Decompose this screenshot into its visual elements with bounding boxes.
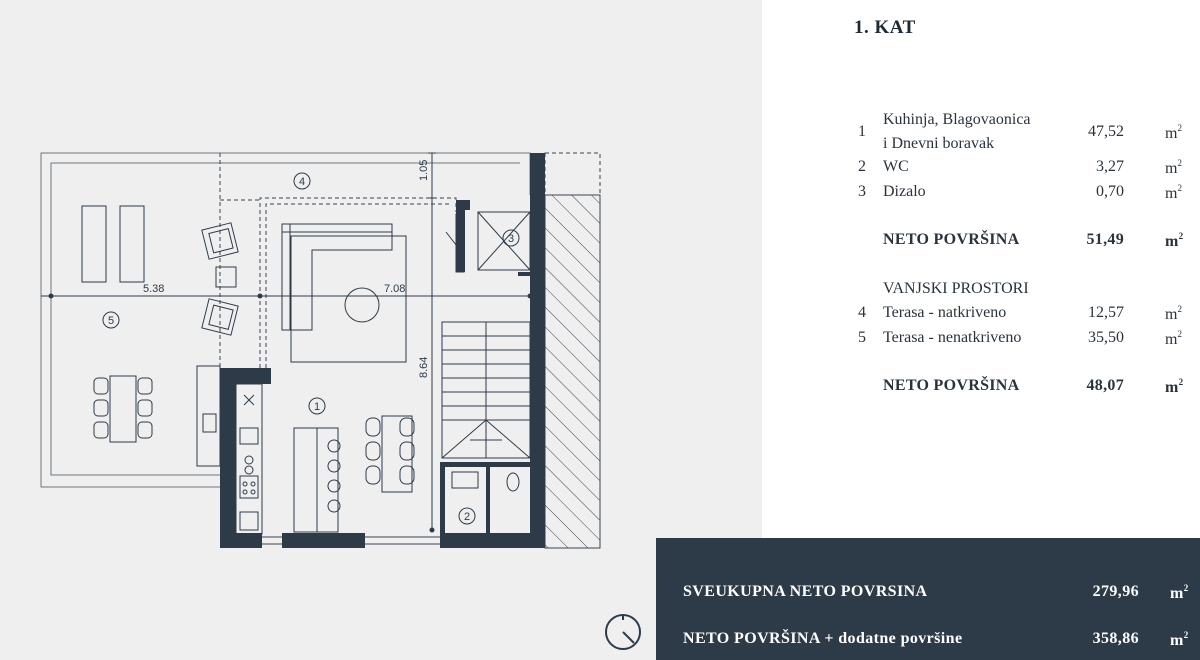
room-number: 1	[858, 123, 866, 140]
room-name-line: i Dnevni boravak	[883, 135, 995, 152]
room-area: 35,50	[1088, 329, 1124, 346]
area-unit: $m^2$	[1165, 231, 1184, 250]
dimension-label-2: 5.38	[143, 283, 165, 295]
compass-icon	[603, 612, 643, 652]
room-name: Terasa - nenatkriveno	[883, 329, 1022, 346]
room-marker-3: 3	[507, 233, 515, 245]
floor-title: 1. KAT	[854, 17, 916, 38]
room-name	[883, 108, 1031, 156]
area-unit: $m^2$	[1165, 183, 1182, 202]
room-name: Dizalo	[883, 183, 926, 200]
room-number: 3	[858, 183, 866, 200]
area-unit: $m^2$	[1165, 304, 1182, 323]
total-label: NETO POVRŠINA	[883, 231, 1020, 248]
dimension-labels	[143, 160, 430, 378]
room-area: 3,27	[1096, 158, 1124, 175]
outdoor-furniture	[82, 206, 238, 442]
summary-box	[656, 538, 1200, 660]
room-number: 4	[858, 304, 866, 321]
total-area: 48,07	[1086, 377, 1124, 394]
summary-area: 358,86	[1092, 630, 1139, 647]
summary-label: SVEUKUPNA NETO POVRSINA	[683, 583, 928, 600]
dining-table	[366, 416, 414, 492]
hatched-strip	[545, 195, 600, 548]
room-number: 5	[858, 329, 866, 346]
area-info-panel	[762, 0, 1200, 540]
summary-label: NETO POVRŠINA + dodatne površine	[683, 630, 963, 647]
room-name: WC	[883, 158, 909, 175]
area-unit: $m^2$	[1165, 329, 1182, 348]
area-unit: $m^2$	[1170, 583, 1189, 602]
room-marker-5: 5	[107, 315, 115, 327]
area-unit: $m^2$	[1165, 123, 1182, 142]
room-area: 0,70	[1096, 183, 1124, 200]
area-unit: $m^2$	[1165, 377, 1184, 396]
living-area	[282, 214, 464, 362]
kitchen	[197, 366, 340, 534]
room-marker-4: 4	[298, 176, 306, 188]
summary-area: 279,96	[1092, 583, 1139, 600]
room-marker-1: 1	[313, 401, 321, 413]
room-marker-2: 2	[463, 511, 471, 523]
dimension-label-3: 7.08	[384, 283, 406, 295]
room-name-line: Kuhinja, Blagovaonica	[883, 111, 1031, 128]
room-area: 12,57	[1088, 304, 1124, 321]
area-unit: $m^2$	[1170, 630, 1189, 649]
room-name: Terasa - natkriveno	[883, 304, 1007, 321]
wc-fixtures	[452, 472, 519, 491]
dimension-label-4: 8.64	[418, 356, 430, 378]
room-area: 47,52	[1088, 123, 1124, 140]
total-area: 51,49	[1086, 231, 1124, 248]
outdoor-heading: VANJSKI PROSTORI	[883, 280, 1029, 297]
total-label: NETO POVRŠINA	[883, 377, 1020, 394]
dimension-label-1: 1.05	[418, 159, 430, 181]
area-unit: $m^2$	[1165, 158, 1182, 177]
stairs	[442, 322, 530, 458]
room-number: 2	[858, 158, 866, 175]
